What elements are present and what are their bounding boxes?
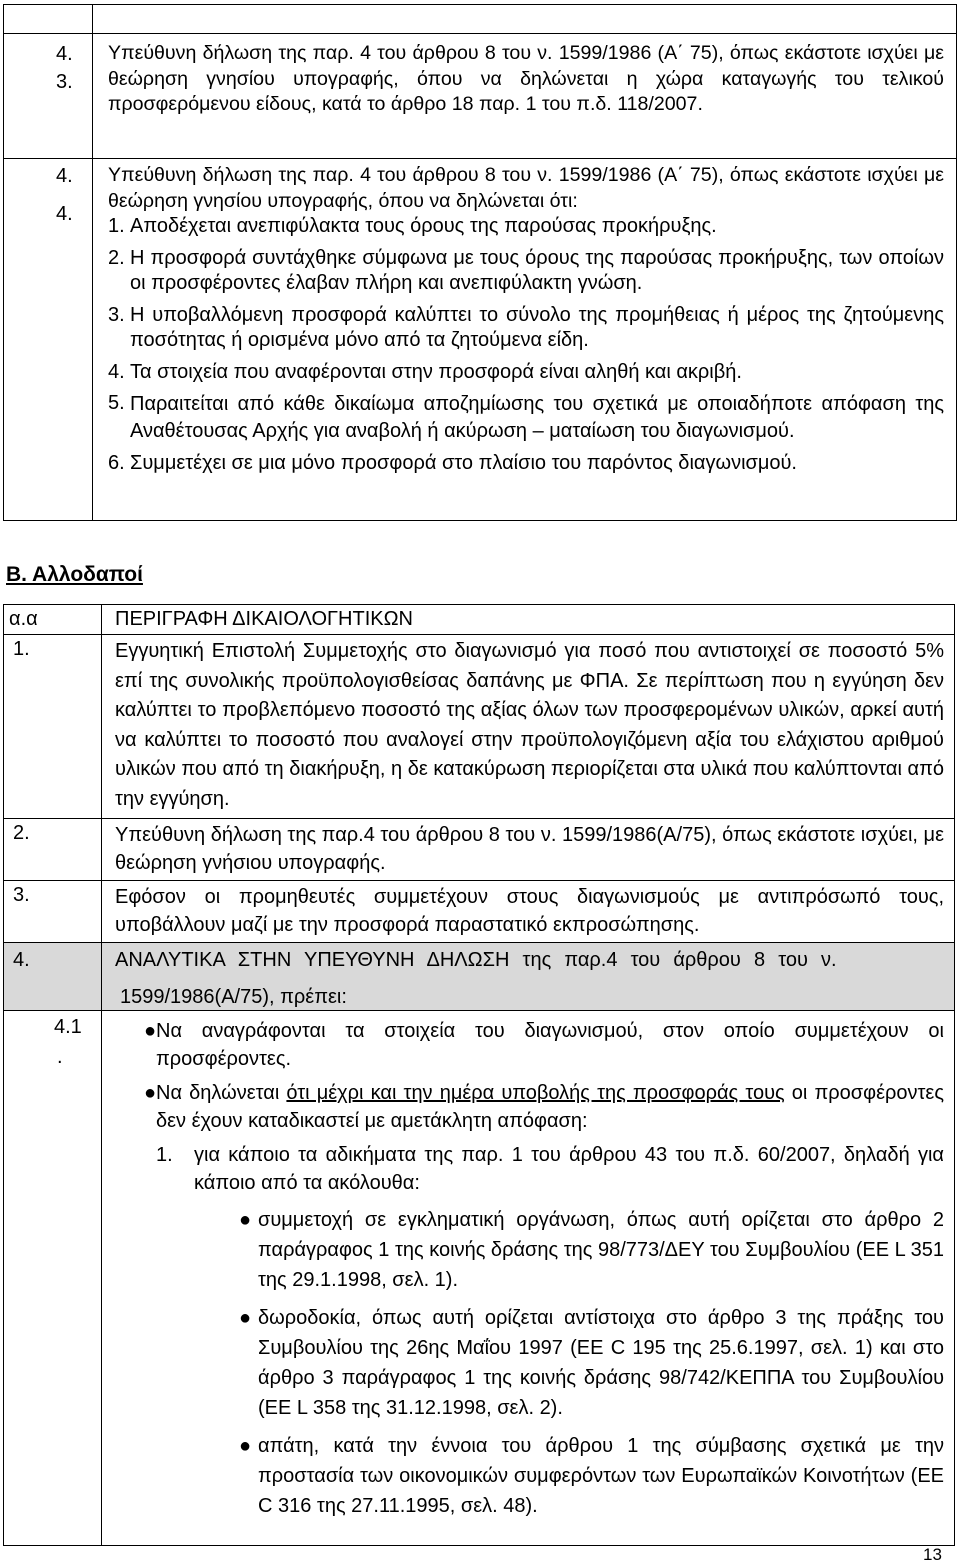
list-item: 1. Αποδέχεται ανεπιφύλακτα τους όρους της παρούσας προκήρυξης. [108,215,717,237]
foreign-documents-table [3,604,955,1546]
list-item: 2. Η προσφορά συντάχθηκε σύμφωνα με τους όρους της παρούσας προκήρυξης, των οποίων οι προσφέροντες έλαβαν πλήρη και ανεπιφύλακτη γνώση. [108,246,944,294]
row-number-cell: 4. 4. [4,159,93,521]
bullet-icon: ● [144,1082,157,1104]
solemn-declaration-text: Υπεύθυνη δήλωση της παρ.4 του άρθρου 8 του ν. 1599/1986(Α/75), όπως εκάστοτε ισχύει, με θεώρηση γνήσιου υπογραφής. [115,824,944,874]
bullet-icon: ● [144,1020,157,1042]
table-row: 2. Υπεύθυνη δήλωση της παρ.4 του άρθρου 8 του ν. 1599/1986(Α/75), όπως εκάστοτε ισχύει, με θεώρηση γνήσιου υπογραφής. [4,819,955,881]
row-text-cell [93,159,957,521]
bullet-icon: ● [239,1307,252,1329]
list-item: ● δωροδοκία, όπως αυτή ορίζεται αντίστοιχα στο άρθρο 3 της πράξης του Συμβουλίου της 26ης Μαΐου 1997 (ΕΕ C 195 της 25.6.1997, σελ. 1) και στο άρθρο 3 παράγραφος 1 της κοινής δράσης 98/742/ΚΕΠΠΑ του Συμβουλίου (ΕΕ L 358 της 31.12.1998, σελ. 2). [102,1303,944,1423]
table-row [4,5,957,34]
row-number-cell: 4. 3. [4,34,93,159]
table-row: 4.1 . ● Να αναγράφονται τα στοιχεία του διαγωνισμού, στον οποίο συμμετέχουν οι προσφέροντες. ● Να δηλώνεται ότι μέχρι και την ημέρα υποβολής της προσφοράς τους οι προσφέροντες δεν έχουν καταδικαστεί με αμετάκλητη απόφαση: 1. για κάποιο τα αδικήματα της παρ. 1 του άρθρου 43 του π.δ. 60/2007, δηλαδή για κάποιο από τα ακόλουθα: ● συμμετοχή σε εγκληματική οργάνωση, όπως αυτή ορίζεται στο άρθρο 2 παράγραφος 1 της κοινής δράσης της 98/773/ΔΕΥ του Συμβουλίου (ΕΕ L 351 της 29.1.1998, σελ. 1). ● δωροδοκία, όπως αυτή ορίζεται αντίστοιχα στο άρθρο 3 της πράξης του Συμβουλίου της 26ης Μαΐου 1997 (ΕΕ C 195 της 25.6.1997, σελ. 1) και στο άρθρο 3 παράγραφος 1 της κοινής δράσης 98/742/ΚΕΠΠΑ του Συμβουλίου (ΕΕ L 358 της 31.12.1998, σελ. 2). ● απάτη, κατά την έννοια του άρθρου 1 της σύμβασης σχετικά με την προστασία των οικονομικών συμφερόντων των Ευρωπαϊκών Κοινοτήτων (ΕΕ C 316 της 27.11.1995, σελ. 48). [4,1011,955,1546]
bullet-icon: ● [239,1209,252,1231]
list-item: ● συμμετοχή σε εγκληματική οργάνωση, όπως αυτή ορίζεται στο άρθρο 2 παράγραφος 1 της κοινής δράσης της 98/773/ΔΕΥ του Συμβουλίου (ΕΕ L 351 της 29.1.1998, σελ. 1). [102,1205,944,1295]
list-item: 3. Η υποβαλλόμενη προσφορά καλύπτει το σύνολο της προμήθειας ή μέρος της ζητούμενης ποσότητας ή ορισμένα μόνο από τα ζητούμενα είδη. [108,303,944,351]
list-item: ● Να αναγράφονται τα στοιχεία του διαγωνισμού, στον οποίο συμμετέχουν οι προσφέροντες. [102,1017,944,1073]
page-number: 13 [923,1545,942,1564]
list-item: 1. για κάποιο τα αδικήματα της παρ. 1 του άρθρου 43 του π.δ. 60/2007, δηλαδή για κάποιο από τα ακόλουθα: [156,1144,944,1194]
list-item: 6. Συμμετέχει σε μια μόνο προσφορά στο πλαίσιο του παρόντος διαγωνισμού. [108,452,797,474]
column-header-number: α.α [9,608,38,630]
table-row: 4. ΑΝΑΛΥΤΙΚΑ ΣΤΗΝ ΥΠΕΥΘΥΝΗ ΔΗΛΩΣΗ της παρ.4 του άρθρου 8 του ν. 1599/1986(Α/75), πρέπει: [4,943,955,1011]
section-heading: Β. Αλλοδαποί [6,563,143,586]
declaration-country-of-origin: Υπεύθυνη δήλωση της παρ. 4 του άρθρου 8 του ν. 1599/1986 (Α΄ 75), όπως εκάστοτε ισχύει με θεώρηση γνησίου υπογραφής, όπου να δηλώνεται η χώρα καταγωγής του τελικού προσφερόμενου είδους, κατά το άρθρο 18 παρ. 1 του π.δ. 118/2007. [108,42,944,115]
column-header-title: ΠΕΡΙΓΡΑΦΗ ΔΙΚΑΙΟΛΟΓΗΤΙΚΩΝ [115,608,413,630]
table-row [4,34,957,159]
row-text-cell [93,34,957,159]
table-row: 3. Εφόσον οι προμηθευτές συμμετέχουν στους διαγωνισμούς με αντιπρόσωπό τους, υποβάλλουν μαζί με την προσφορά παραστατικό εκπροσώπησης. [4,881,955,943]
guarantee-letter-text: Εγγυητική Επιστολή Συμμετοχής στο διαγωνισμό για ποσό που αντιστοιχεί σε ποσοστό 5% επί της συνολικής προϋπολογισθείσας δαπάνης με ΦΠΑ. Σε περίπτωση που η εγγύηση δεν καλύπτει το προβλεπόμενο ποσοστό της αξίας όλων των προσφερομένων υλικών, αρκεί αυτή να καλύπτει το ποσοστό που αναλογεί στην προϋπολογιζόμενη αξία του ελάχιστου αριθμού υλικών που από τη διακήρυξη, η δε κατακύρωση περιορίζεται στα υλικά που καλύπτονται από την εγγύηση. [115,640,944,810]
analytical-heading: ΑΝΑΛΥΤΙΚΑ ΣΤΗΝ ΥΠΕΥΘΥΝΗ ΔΗΛΩΣΗ της παρ.4 του άρθρου 8 του ν. [115,949,837,971]
list-item: ● Να δηλώνεται ότι μέχρι και την ημέρα υποβολής της προσφοράς τους οι προσφέροντες δεν έχουν καταδικαστεί με αμετάκλητη απόφαση: [102,1079,944,1135]
list-item: 4. Τα στοιχεία που αναφέρονται στην προσφορά είναι αληθή και ακριβή. [108,360,742,383]
bullet-icon: ● [239,1435,252,1457]
representative-text: Εφόσον οι προμηθευτές συμμετέχουν στους διαγωνισμούς με αντιπρόσωπό τους, υποβάλλουν μαζί με την προσφορά παραστατικό εκπροσώπησης. [115,886,944,936]
list-item: ● απάτη, κατά την έννοια του άρθρου 1 της σύμβασης σχετικά με την προστασία των οικονομικών συμφερόντων των Ευρωπαϊκών Κοινοτήτων (ΕΕ C 316 της 27.11.1995, σελ. 48). [102,1431,944,1521]
top-requirements-table [3,4,957,521]
table-header-row [4,605,955,635]
list-item: 5. Παραιτείται από κάθε δικαίωμα αποζημίωσης του σχετικά με οποιαδήποτε απόφαση της Αναθέτουσας Αρχής για αναβολή ή ακύρωση – ματαίωση του διαγωνισμού. [108,392,944,442]
table-row: 1. Εγγυητική Επιστολή Συμμετοχής στο διαγωνισμό για ποσό που αντιστοιχεί σε ποσοστό 5% επί της συνολικής προϋπολογισθείσας δαπάνης με ΦΠΑ. Σε περίπτωση που η εγγύηση δεν καλύπτει το προβλεπόμενο ποσοστό της αξίας όλων των προσφερομένων υλικών, αρκεί αυτή να καλύπτει το ποσοστό που αναλογεί στην προϋπολογιζόμενη αξία του ελάχιστου αριθμού υλικών που από τη διακήρυξη, η δε κατακύρωση περιορίζεται στα υλικά που καλύπτονται από την εγγύηση. [4,635,955,819]
table-row [4,159,957,521]
declaration-intro: Υπεύθυνη δήλωση της παρ. 4 του άρθρου 8 του ν. 1599/1986 (Α΄ 75), όπως εκάστοτε ισχύει με θεώρηση γνησίου υπογραφής, όπου να δηλώνεται ότι: [108,164,944,212]
